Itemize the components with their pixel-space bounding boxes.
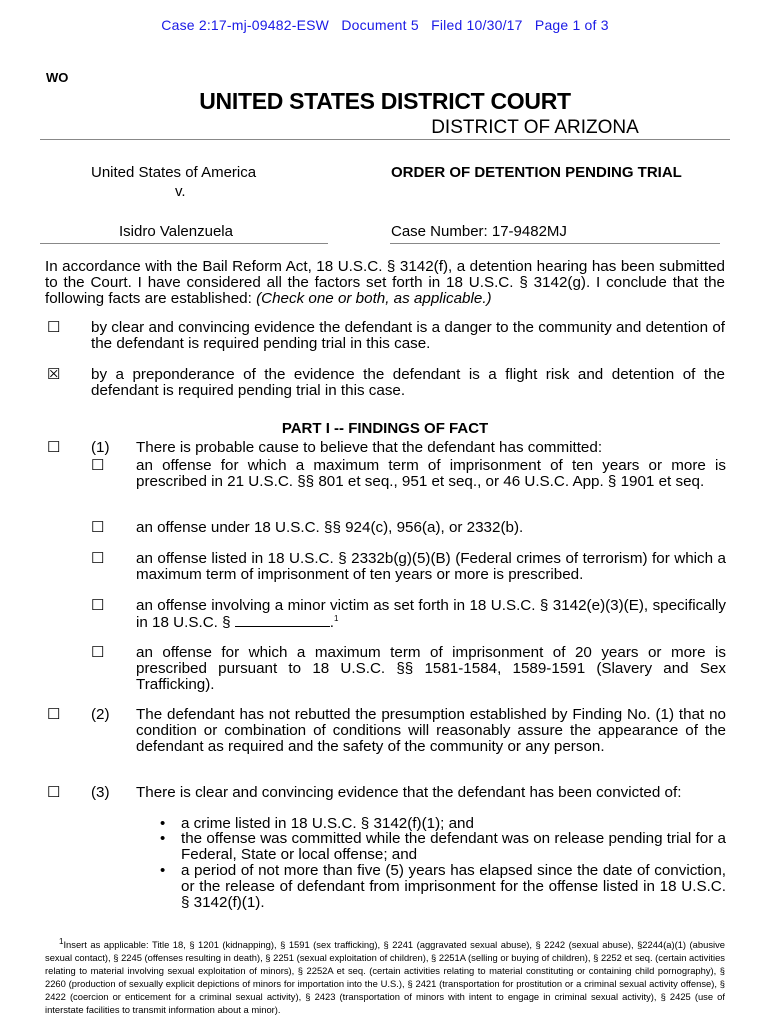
finding-1e-checkbox[interactable]: ☐: [91, 644, 105, 661]
finding-3-num: (3): [91, 784, 110, 801]
caption-right-rule: [390, 243, 720, 244]
bullet-1-text: a crime listed in 18 U.S.C. § 3142(f)(1); and: [181, 815, 474, 832]
versus: v.: [175, 183, 186, 200]
finding-1c-checkbox[interactable]: ☐: [91, 550, 105, 567]
option-2-checkbox[interactable]: ☒: [47, 366, 61, 383]
finding-3-text: There is clear and convincing evidence that the defendant has been convicted of:: [136, 784, 682, 801]
finding-1d-body: an offense involving a minor victim as set forth in 18 U.S.C. § 3142(e)(3)(E), specifically in 18 U.S.C. §: [136, 597, 726, 631]
finding-1b-checkbox[interactable]: ☐: [91, 519, 105, 536]
order-title: ORDER OF DETENTION PENDING TRIAL: [391, 164, 682, 181]
option-1-text: by clear and convincing evidence the defendant is a danger to the community and detention of the defendant is required pending trial in this case.: [91, 319, 725, 352]
finding-1-num: (1): [91, 439, 110, 456]
bullet-2-dot: •: [160, 830, 166, 847]
finding-1d-text: an offense involving a minor victim as set forth in 18 U.S.C. § 3142(e)(3)(E), specifically in 18 U.S.C. § .$^1$: [136, 597, 726, 631]
bullet-3-dot: •: [160, 862, 166, 879]
footnote-ref: 1: [334, 614, 339, 623]
bullet-1-dot: •: [160, 815, 166, 832]
option-1-checkbox[interactable]: ☐: [47, 319, 61, 336]
case-header: Case 2:17-mj-09482-ESW Document 5 Filed 10/30/17 Page 1 of 3: [161, 17, 609, 33]
court-title: UNITED STATES DISTRICT COURT: [199, 88, 571, 114]
part1-heading: PART I -- FINDINGS OF FACT: [281, 420, 489, 437]
finding-2-text: The defendant has not rebutted the presumption established by Finding No. (1) that no condition or combination of conditions will reasonably assure the appearance of the defendant as required and the safety of the community or any person.: [136, 706, 726, 755]
footnote: [45, 938, 725, 1016]
finding-1e-text: an offense for which a maximum term of imprisonment of 20 years or more is prescribed pursuant to 18 U.S.C. §§ 1581-1584, 1589-1591 (Slavery and Sex Trafficking).: [136, 644, 726, 693]
wo-label: WO: [46, 70, 69, 85]
finding-1b-text: an offense under 18 U.S.C. §§ 924(c), 956(a), or 2332(b).: [136, 519, 524, 536]
option-2-text: by a preponderance of the evidence the defendant is a flight risk and detention of the defendant is required pending trial in this case.: [91, 366, 725, 399]
finding-1-checkbox[interactable]: ☐: [47, 439, 61, 456]
fill-in-blank[interactable]: [235, 614, 330, 627]
bullet-2-text: the offense was committed while the defendant was on release pending trial for a Federal, State or local offense; and: [181, 830, 726, 863]
footnote-mark: 1: [59, 937, 64, 946]
finding-3-checkbox[interactable]: ☐: [47, 784, 61, 801]
intro-paragraph: [45, 259, 725, 307]
finding-1-text: There is probable cause to believe that the defendant has committed:: [136, 439, 603, 456]
district-name: [0, 117, 725, 139]
caption-rule: [40, 139, 730, 140]
finding-1a-checkbox[interactable]: ☐: [91, 457, 105, 474]
bullet-3-text: a period of not more than five (5) years has elapsed since the date of conviction, or the release of defendant from imprisonment for the offense listed in 18 U.S.C. § 3142(f)(1).: [181, 862, 726, 911]
case-number: Case Number: 17-9482MJ: [391, 223, 567, 240]
footnote-text: Insert as applicable: Title 18, § 1201 (kidnapping), § 1591 (sex trafficking), § 2241 (aggravated sexual abuse), § 2242 (sexual abuse), §2244(a)(1) (abusive sexual contact), § 2245 (offenses resulting in death), § 2251 (sexual exploitation of children), § 2251A (selling or buying of children), § 2252 et seq. (certain activities relating to material involving sexual exploitation of minors), § 2252A et seq. (certain activities relating to material constituting or containing child pornography), § 2260 (production of sexually explicit depictions of minors for importation into the U.S.), § 2421 (transportation for prostitution or a criminal sexual activity offense), § 2422 (coercion or enticement for a criminal sexual activity), § 2423 (transportation of minors with intent to engage in criminal sexual activity), § 2425 (use of interstate facilities to transmit information about a minor).: [45, 939, 725, 1015]
caption-left-rule: [40, 243, 328, 244]
finding-2-checkbox[interactable]: ☐: [47, 706, 61, 723]
plaintiff: United States of America: [91, 164, 257, 181]
finding-2-num: (2): [91, 706, 110, 723]
intro-italic: (Check one or both, as applicable.): [256, 290, 492, 307]
district-text: DISTRICT OF ARIZONA: [431, 117, 639, 138]
finding-1c-text: an offense listed in 18 U.S.C. § 2332b(g)(5)(B) (Federal crimes of terrorism) for which a maximum term of imprisonment of ten years or more is prescribed.: [136, 550, 726, 583]
defendant: Isidro Valenzuela: [119, 223, 233, 240]
finding-1a-text: an offense for which a maximum term of imprisonment of ten years or more is prescribed in 21 U.S.C. §§ 801 et seq., 951 et seq., or 46 U.S.C. App. § 1901 et seq.: [136, 457, 726, 490]
intro-text: In accordance with the Bail Reform Act, 18 U.S.C. § 3142(f), a detention hearing has been submitted to the Court. I have considered all the factors set forth in 18 U.S.C. § 3142(g). I conclude that the following facts are established:: [45, 258, 725, 307]
finding-1d-checkbox[interactable]: ☐: [91, 597, 105, 614]
